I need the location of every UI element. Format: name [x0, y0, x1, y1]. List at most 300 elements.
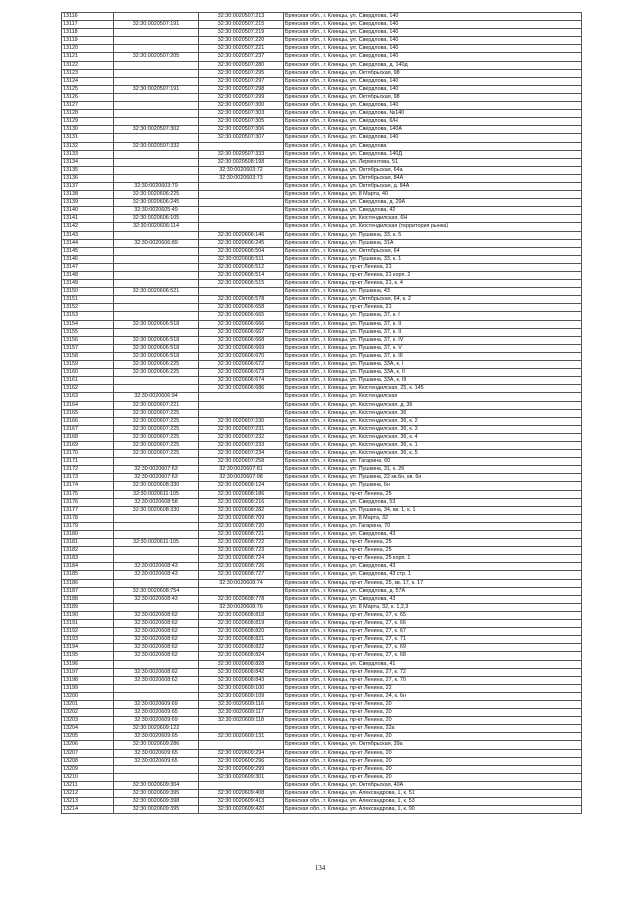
- row-number-cell: 13164: [62, 401, 114, 409]
- cadastral-number-cell: 32:30:0020507:219: [199, 29, 284, 37]
- cadastral-number-cell: 32:30:0020608:186: [199, 490, 284, 498]
- cadastral-number-cell: 32:30:0020606:669: [199, 344, 284, 352]
- parent-cadastral-cell: 32:30:0020608:330: [114, 506, 199, 514]
- address-cell: Брянская обл., г. Клинцы, ул. Гагарина, 60: [284, 458, 582, 466]
- table-row: [62, 174, 582, 182]
- cadastral-number-cell: 32:30:0020507:307: [199, 134, 284, 142]
- parent-cadastral-cell: 32:30:0020507:205: [114, 53, 199, 61]
- table-row: [62, 21, 582, 29]
- parent-cadastral-cell: 32:30:0020606:518: [114, 336, 199, 344]
- address-cell: Брянская обл., г. Клинцы, ул. Пушкина, 37, к. III: [284, 352, 582, 360]
- cadastral-number-cell: [199, 587, 284, 595]
- table-row: [62, 636, 582, 644]
- parent-cadastral-cell: [114, 385, 199, 393]
- table-row: [62, 620, 582, 628]
- address-cell: Брянская обл., г. Клинцы, ул. Свердлова, 140: [284, 77, 582, 85]
- row-number-cell: 13180: [62, 531, 114, 539]
- table-row: [62, 166, 582, 174]
- address-cell: Брянская обл., г. Клинцы, ул. Октябрьская, 98: [284, 69, 582, 77]
- table-row: [62, 506, 582, 514]
- parent-cadastral-cell: [114, 458, 199, 466]
- address-cell: Брянская обл., г. Клинцы, ул. Свердлова, 140: [284, 134, 582, 142]
- table-row: [62, 458, 582, 466]
- address-cell: Брянская обл., г. Клинцы, ул. Пушкина, 31, к. 26: [284, 466, 582, 474]
- address-cell: Брянская обл., г. Клинцы, пр-кт Ленина, 20: [284, 773, 582, 781]
- parent-cadastral-cell: [114, 555, 199, 563]
- table-row: [62, 158, 582, 166]
- row-number-cell: 13195: [62, 652, 114, 660]
- parent-cadastral-cell: 32:30:0020608:62: [114, 676, 199, 684]
- parent-cadastral-cell: 32:30:0020608:62: [114, 636, 199, 644]
- cadastral-number-cell: 32:30:0020608:216: [199, 498, 284, 506]
- address-cell: Брянская обл., г. Клинцы, пр-кт Ленина, 22а: [284, 725, 582, 733]
- cadastral-number-cell: 32:30:0020606:673: [199, 369, 284, 377]
- cadastral-number-cell: 32:30:0020608:842: [199, 668, 284, 676]
- row-number-cell: 13119: [62, 37, 114, 45]
- address-cell: Брянская обл., г. Клинцы, ул. Свердлова, 43: [284, 595, 582, 603]
- table-row: [62, 385, 582, 393]
- address-cell: Брянская обл., г. Клинцы, пр-кт Ленина, 25: [284, 547, 582, 555]
- row-number-cell: 13155: [62, 328, 114, 336]
- table-row: [62, 361, 582, 369]
- row-number-cell: 13154: [62, 320, 114, 328]
- table-row: [62, 207, 582, 215]
- cadastral-number-cell: 32:30:0020507:220: [199, 37, 284, 45]
- row-number-cell: 13126: [62, 93, 114, 101]
- cadastral-number-cell: 32:30:0020507:295: [199, 69, 284, 77]
- cadastral-number-cell: 32:30:0020608:843: [199, 676, 284, 684]
- parent-cadastral-cell: [114, 118, 199, 126]
- cadastral-number-cell: [199, 142, 284, 150]
- parent-cadastral-cell: 32:30:0020607:225: [114, 433, 199, 441]
- table-row: [62, 328, 582, 336]
- cadastral-number-cell: 32:30:0020608:828: [199, 660, 284, 668]
- cadastral-number-cell: 32:30:0020606:668: [199, 336, 284, 344]
- table-row: [62, 482, 582, 490]
- row-number-cell: 13202: [62, 709, 114, 717]
- table-row: [62, 571, 582, 579]
- table-row: [62, 215, 582, 223]
- row-number-cell: 13138: [62, 191, 114, 199]
- parent-cadastral-cell: 32:30:0020507:191: [114, 21, 199, 29]
- parent-cadastral-cell: [114, 174, 199, 182]
- table-row: [62, 522, 582, 530]
- row-number-cell: 13134: [62, 158, 114, 166]
- address-cell: Брянская обл., г. Клинцы, пр-кт Ленина, 21 корп. 2: [284, 272, 582, 280]
- row-number-cell: 13171: [62, 458, 114, 466]
- parent-cadastral-cell: 32:30:0020606:225: [114, 361, 199, 369]
- address-cell: Брянская обл., г. Клинцы, ул. Пушкина, 43: [284, 288, 582, 296]
- parent-cadastral-cell: [114, 61, 199, 69]
- address-cell: Брянская обл., г. Клинцы, пр-кт Ленина, 24, к. 6н: [284, 692, 582, 700]
- address-cell: Брянская обл., г. Клинцы, ул. 8 Марта, 40: [284, 191, 582, 199]
- address-cell: Брянская обл., г. Клинцы, пр-кт Ленина, 20: [284, 700, 582, 708]
- parent-cadastral-cell: 32:30:0020608:43: [114, 571, 199, 579]
- parent-cadastral-cell: 32:30:0020608:62: [114, 652, 199, 660]
- row-number-cell: 13181: [62, 539, 114, 547]
- cadastral-number-cell: 32:30:0020606:665: [199, 312, 284, 320]
- address-cell: Брянская обл., г. Клинцы, ул. Свердлова, 140: [284, 45, 582, 53]
- row-number-cell: 13213: [62, 798, 114, 806]
- address-cell: Брянская обл., г. Клинцы, ул. Свердлова, 140Д: [284, 150, 582, 158]
- table-row: [62, 61, 582, 69]
- address-cell: Брянская обл., г. Клинцы, ул. Гагарина, 70: [284, 522, 582, 530]
- parent-cadastral-cell: 32:30:0020606:245: [114, 199, 199, 207]
- row-number-cell: 13203: [62, 717, 114, 725]
- table-row: [62, 377, 582, 385]
- table-row: [62, 409, 582, 417]
- row-number-cell: 13118: [62, 29, 114, 37]
- cadastral-number-cell: 32:30:0020607:231: [199, 425, 284, 433]
- parent-cadastral-cell: 32:30:0020609:304: [114, 781, 199, 789]
- parent-cadastral-cell: [114, 166, 199, 174]
- table-row: [62, 336, 582, 344]
- row-number-cell: 13130: [62, 126, 114, 134]
- parent-cadastral-cell: 32:30:0020606:518: [114, 344, 199, 352]
- table-row: [62, 69, 582, 77]
- cadastral-number-cell: 32:30:0020608:721: [199, 531, 284, 539]
- table-row: [62, 781, 582, 789]
- row-number-cell: 13190: [62, 611, 114, 619]
- table-row: [62, 628, 582, 636]
- address-cell: Брянская обл., г. Клинцы, ул. 8 Марта, 32, к. 1,2,3: [284, 603, 582, 611]
- table-row: [62, 255, 582, 263]
- cadastral-number-cell: 32:30:0020606:667: [199, 328, 284, 336]
- parent-cadastral-cell: 32:30:0020608:62: [114, 668, 199, 676]
- table-row: [62, 13, 582, 21]
- parent-cadastral-cell: [114, 37, 199, 45]
- address-cell: Брянская обл., г. Клинцы, ул. Октябрьская, д. 84А: [284, 182, 582, 190]
- cadastral-number-cell: 32:30:0020607:81: [199, 466, 284, 474]
- cadastral-number-cell: [199, 393, 284, 401]
- cadastral-number-cell: [199, 781, 284, 789]
- page-number: 134: [314, 864, 326, 872]
- table-row: [62, 280, 582, 288]
- address-cell: Брянская обл., г. Клинцы, ул. Октябрьская, 64: [284, 247, 582, 255]
- address-cell: Брянская обл., г. Клинцы, пр-кт Ленина, 27, к. 71: [284, 636, 582, 644]
- row-number-cell: 13135: [62, 166, 114, 174]
- row-number-cell: 13207: [62, 749, 114, 757]
- row-number-cell: 13172: [62, 466, 114, 474]
- address-cell: Брянская обл., г. Клинцы, ул. Свердлова, 140: [284, 13, 582, 21]
- table-row: [62, 684, 582, 692]
- address-cell: Брянская обл., г. Клинцы, пр-кт Ленина, 27, к. 72: [284, 668, 582, 676]
- address-cell: Брянская обл., г. Клинцы, пр-кт Ленина, 27, к. 66: [284, 620, 582, 628]
- row-number-cell: 13141: [62, 215, 114, 223]
- parent-cadastral-cell: 32:30:0020608:62: [114, 628, 199, 636]
- row-number-cell: 13156: [62, 336, 114, 344]
- table-row: [62, 531, 582, 539]
- cadastral-number-cell: [199, 409, 284, 417]
- table-row: [62, 692, 582, 700]
- cadastral-number-cell: 32:30:0020609:413: [199, 798, 284, 806]
- address-cell: Брянская обл., г. Клинцы, ул. Октябрьская, 64, к. 2: [284, 296, 582, 304]
- parent-cadastral-cell: 32:30:0020507:191: [114, 85, 199, 93]
- address-cell: Брянская обл., г. Клинцы, пр-кт Ленина, 21: [284, 304, 582, 312]
- address-cell: Брянская обл., г. Клинцы, ул. Свердлова, д. 29А: [284, 199, 582, 207]
- table-row: [62, 37, 582, 45]
- row-number-cell: 13166: [62, 417, 114, 425]
- cadastral-number-cell: 32:30:0020609:301: [199, 773, 284, 781]
- cadastral-number-cell: 32:30:0020507:300: [199, 102, 284, 110]
- address-cell: Брянская обл., г. Клинцы, пр-кт Ленина, 20: [284, 717, 582, 725]
- address-cell: Брянская обл., г. Клинцы, пр-кт Ленина, 25, кв. 17, к. 17: [284, 579, 582, 587]
- parent-cadastral-cell: 32:30:0020606:105: [114, 215, 199, 223]
- row-number-cell: 13201: [62, 700, 114, 708]
- cadastral-number-cell: 32:30:0020608:723: [199, 547, 284, 555]
- parent-cadastral-cell: 32:30:0020609:65: [114, 757, 199, 765]
- address-cell: Брянская обл., г. Клинцы, пр-кт Ленина, 27, к. 67: [284, 628, 582, 636]
- parent-cadastral-cell: 32:30:0020608:62: [114, 611, 199, 619]
- table-row: [62, 417, 582, 425]
- address-cell: Брянская обл., г. Клинцы, ул. Свердлова, 140: [284, 85, 582, 93]
- parent-cadastral-cell: [114, 531, 199, 539]
- row-number-cell: 13158: [62, 352, 114, 360]
- cadastral-number-cell: 32:30:0020507:221: [199, 45, 284, 53]
- table-row: [62, 490, 582, 498]
- cadastral-number-cell: 32:30:0020607:232: [199, 433, 284, 441]
- row-number-cell: 13122: [62, 61, 114, 69]
- row-number-cell: 13208: [62, 757, 114, 765]
- table-row: [62, 765, 582, 773]
- cadastral-number-cell: 32:30:0020608:822: [199, 644, 284, 652]
- parent-cadastral-cell: 32:30:0020608:43: [114, 563, 199, 571]
- address-cell: Брянская обл., г. Клинцы, ул. Свердлова, №140: [284, 110, 582, 118]
- row-number-cell: 13136: [62, 174, 114, 182]
- parent-cadastral-cell: [114, 77, 199, 85]
- row-number-cell: 13196: [62, 660, 114, 668]
- address-cell: Брянская обл., г. Клинцы, ул. Кюстендилская, 36, к. 4: [284, 433, 582, 441]
- address-cell: Брянская обл., г. Клинцы, ул. Октябрьская, 98: [284, 93, 582, 101]
- cadastral-number-cell: [199, 223, 284, 231]
- table-row: [62, 320, 582, 328]
- cadastral-number-cell: 32:30:0020608:819: [199, 620, 284, 628]
- table-row: [62, 352, 582, 360]
- row-number-cell: 13177: [62, 506, 114, 514]
- table-row: [62, 595, 582, 603]
- parent-cadastral-cell: [114, 29, 199, 37]
- row-number-cell: 13184: [62, 563, 114, 571]
- table-row: [62, 798, 582, 806]
- table-row: [62, 126, 582, 134]
- cadastral-number-cell: 32:30:0020606:512: [199, 263, 284, 271]
- address-cell: Брянская обл., г. Клинцы, пр-кт Ленина, 20: [284, 709, 582, 717]
- registry-table: [61, 12, 582, 814]
- address-cell: Брянская обл., г. Клинцы, ул. Свердлова, 140: [284, 29, 582, 37]
- cadastral-number-cell: 32:30:0020609:420: [199, 806, 284, 814]
- row-number-cell: 13205: [62, 733, 114, 741]
- parent-cadastral-cell: [114, 247, 199, 255]
- parent-cadastral-cell: [114, 69, 199, 77]
- table-row: [62, 741, 582, 749]
- row-number-cell: 13117: [62, 21, 114, 29]
- address-cell: Брянская обл., г. Клинцы, пр-кт Ленина, 21: [284, 263, 582, 271]
- row-number-cell: 13127: [62, 102, 114, 110]
- parent-cadastral-cell: 32:30:0020603:79: [114, 182, 199, 190]
- row-number-cell: 13149: [62, 280, 114, 288]
- parent-cadastral-cell: [114, 328, 199, 336]
- table-row: [62, 773, 582, 781]
- row-number-cell: 13143: [62, 231, 114, 239]
- parent-cadastral-cell: 32:30:0020607:225: [114, 417, 199, 425]
- address-cell: Брянская обл., г. Клинцы, ул. Пушкина, 37, к. V: [284, 344, 582, 352]
- row-number-cell: 13151: [62, 296, 114, 304]
- parent-cadastral-cell: [114, 603, 199, 611]
- parent-cadastral-cell: [114, 547, 199, 555]
- table-row: [62, 668, 582, 676]
- row-number-cell: 13199: [62, 684, 114, 692]
- cadastral-number-cell: 32:30:0020606:511: [199, 255, 284, 263]
- parent-cadastral-cell: 32:30:0020606:89: [114, 239, 199, 247]
- row-number-cell: 13165: [62, 409, 114, 417]
- address-cell: Брянская обл., г. Клинцы, ул. Пушкина, 33А, к. III: [284, 377, 582, 385]
- parent-cadastral-cell: 32:30:0020608:62: [114, 620, 199, 628]
- row-number-cell: 13204: [62, 725, 114, 733]
- cadastral-number-cell: [199, 199, 284, 207]
- cadastral-number-cell: 32:30:0020606:245: [199, 239, 284, 247]
- row-number-cell: 13187: [62, 587, 114, 595]
- cadastral-number-cell: 32:30:0020603:72: [199, 166, 284, 174]
- address-cell: Брянская обл., г. Клинцы, ул. Пушкина, 22 кв.6н, кв. 6н: [284, 474, 582, 482]
- parent-cadastral-cell: 32:30:0020608:754: [114, 587, 199, 595]
- cadastral-number-cell: [199, 207, 284, 215]
- parent-cadastral-cell: 32:30:0020607:63: [114, 466, 199, 474]
- parent-cadastral-cell: 32:30:0020609:398: [114, 798, 199, 806]
- parent-cadastral-cell: [114, 263, 199, 271]
- address-cell: Брянская обл., г. Клинцы, ул. Пушкина, 31А: [284, 239, 582, 247]
- row-number-cell: 13182: [62, 547, 114, 555]
- parent-cadastral-cell: 32:30:0020608:330: [114, 482, 199, 490]
- row-number-cell: 13159: [62, 361, 114, 369]
- table-row: [62, 547, 582, 555]
- parent-cadastral-cell: [114, 13, 199, 21]
- table-row: [62, 53, 582, 61]
- address-cell: Брянская обл., г. Клинцы, ул. Пушкина, 6н: [284, 482, 582, 490]
- table-row: [62, 85, 582, 93]
- row-number-cell: 13206: [62, 741, 114, 749]
- parent-cadastral-cell: [114, 93, 199, 101]
- address-cell: Брянская обл., г. Клинцы, пр-кт Ленина, 25: [284, 490, 582, 498]
- cadastral-number-cell: 32:30:0020609:296: [199, 757, 284, 765]
- address-cell: Брянская обл., г. Клинцы, ул. Пушкина, 34, кв. 1, к. 1: [284, 506, 582, 514]
- cadastral-number-cell: 32:30:0020606:658: [199, 304, 284, 312]
- row-number-cell: 13150: [62, 288, 114, 296]
- parent-cadastral-cell: 32:30:0020507:302: [114, 126, 199, 134]
- row-number-cell: 13176: [62, 498, 114, 506]
- row-number-cell: 13133: [62, 150, 114, 158]
- address-cell: Брянская обл., г. Клинцы, ул. Кюстендилская, 36, к. 1: [284, 441, 582, 449]
- row-number-cell: 13140: [62, 207, 114, 215]
- address-cell: Брянская обл., г. Клинцы, ул. Октябрьская, 40А: [284, 781, 582, 789]
- cadastral-number-cell: 32:30:0020508:198: [199, 158, 284, 166]
- cadastral-number-cell: 32:30:0020507:237: [199, 53, 284, 61]
- table-row: [62, 304, 582, 312]
- cadastral-number-cell: 32:30:0020609:131: [199, 733, 284, 741]
- cadastral-number-cell: 32:30:0020608:778: [199, 595, 284, 603]
- parent-cadastral-cell: [114, 684, 199, 692]
- table-row: [62, 425, 582, 433]
- table-row: [62, 93, 582, 101]
- row-number-cell: 13163: [62, 393, 114, 401]
- cadastral-number-cell: 32:30:0020606:578: [199, 296, 284, 304]
- cadastral-number-cell: 32:30:0020507:299: [199, 93, 284, 101]
- row-number-cell: 13193: [62, 636, 114, 644]
- cadastral-number-cell: 32:30:0020607:230: [199, 417, 284, 425]
- address-cell: Брянская обл., г. Клинцы, ул. Свердлова, 140: [284, 53, 582, 61]
- cadastral-number-cell: 32:30:0020608:820: [199, 628, 284, 636]
- table-row: [62, 790, 582, 798]
- parent-cadastral-cell: 32:30:0020607:221: [114, 401, 199, 409]
- parent-cadastral-cell: 32:30:0020609:122: [114, 725, 199, 733]
- cadastral-number-cell: 32:30:0020507:298: [199, 85, 284, 93]
- parent-cadastral-cell: 32:30:0020606:518: [114, 352, 199, 360]
- parent-cadastral-cell: [114, 660, 199, 668]
- table-row: [62, 749, 582, 757]
- cadastral-number-cell: [199, 288, 284, 296]
- address-cell: Брянская обл., г. Клинцы, пр-кт Ленина, 27, к. 70: [284, 676, 582, 684]
- table-row: [62, 312, 582, 320]
- address-cell: Брянская обл., г. Клинцы, пр-кт Ленина, 27, к. 68: [284, 652, 582, 660]
- table-row: [62, 102, 582, 110]
- address-cell: Брянская обл., г. Клинцы, пр-кт Ленина, 25: [284, 539, 582, 547]
- cadastral-number-cell: 32:30:0020607:234: [199, 450, 284, 458]
- address-cell: Брянская обл., г. Клинцы, ул. Пушкина, 33, к. 5: [284, 231, 582, 239]
- cadastral-number-cell: 32:30:0020606:674: [199, 377, 284, 385]
- address-cell: Брянская обл., г. Клинцы, ул. Пушкина, 37, к. II: [284, 328, 582, 336]
- address-cell: Брянская обл., г. Клинцы, пр-кт Ленина, 21, к. 4: [284, 280, 582, 288]
- parent-cadastral-cell: [114, 296, 199, 304]
- row-number-cell: 13194: [62, 644, 114, 652]
- cadastral-number-cell: 32:30:0020609:299: [199, 765, 284, 773]
- parent-cadastral-cell: 32:30:0020609:69: [114, 700, 199, 708]
- row-number-cell: 13137: [62, 182, 114, 190]
- address-cell: Брянская обл., г. Клинцы, ул. Свердлова, 43 стр. 1: [284, 571, 582, 579]
- address-cell: Брянская обл., г. Клинцы, пр-кт Ленина, 20: [284, 749, 582, 757]
- cadastral-number-cell: 32:30:0020609:109: [199, 692, 284, 700]
- cadastral-number-cell: 32:30:0020609:408: [199, 790, 284, 798]
- parent-cadastral-cell: 32:30:0020609:286: [114, 741, 199, 749]
- address-cell: Брянская обл., г. Клинцы, ул. Свердлова, 140А: [284, 126, 582, 134]
- row-number-cell: 13145: [62, 247, 114, 255]
- row-number-cell: 13162: [62, 385, 114, 393]
- cadastral-number-cell: [199, 215, 284, 223]
- address-cell: Брянская обл., г. Клинцы, ул. Кюстендилская, 6Н: [284, 215, 582, 223]
- address-cell: Брянская обл., г. Клинцы, ул. Свердлова, 41: [284, 660, 582, 668]
- cadastral-number-cell: 32:30:0020608:727: [199, 571, 284, 579]
- row-number-cell: 13168: [62, 433, 114, 441]
- cadastral-number-cell: 32:30:0020608:74: [199, 579, 284, 587]
- cadastral-number-cell: 32:30:0020606:672: [199, 361, 284, 369]
- parent-cadastral-cell: [114, 377, 199, 385]
- address-cell: Брянская обл., г. Клинцы, ул. Свердлова, 53: [284, 498, 582, 506]
- cadastral-number-cell: 32:30:0020507:297: [199, 77, 284, 85]
- parent-cadastral-cell: [114, 514, 199, 522]
- cadastral-number-cell: 32:30:0020608:124: [199, 482, 284, 490]
- table-row: [62, 709, 582, 717]
- table-row: [62, 514, 582, 522]
- cadastral-number-cell: [199, 725, 284, 733]
- table-row: [62, 555, 582, 563]
- row-number-cell: 13183: [62, 555, 114, 563]
- address-cell: Брянская обл., г. Клинцы, ул. Кюстендилская, 36, к. 3: [284, 425, 582, 433]
- row-number-cell: 13144: [62, 239, 114, 247]
- parent-cadastral-cell: 32:30:0020609:395: [114, 806, 199, 814]
- table-row: [62, 239, 582, 247]
- row-number-cell: 13170: [62, 450, 114, 458]
- row-number-cell: 13185: [62, 571, 114, 579]
- table-row: [62, 199, 582, 207]
- row-number-cell: 13148: [62, 272, 114, 280]
